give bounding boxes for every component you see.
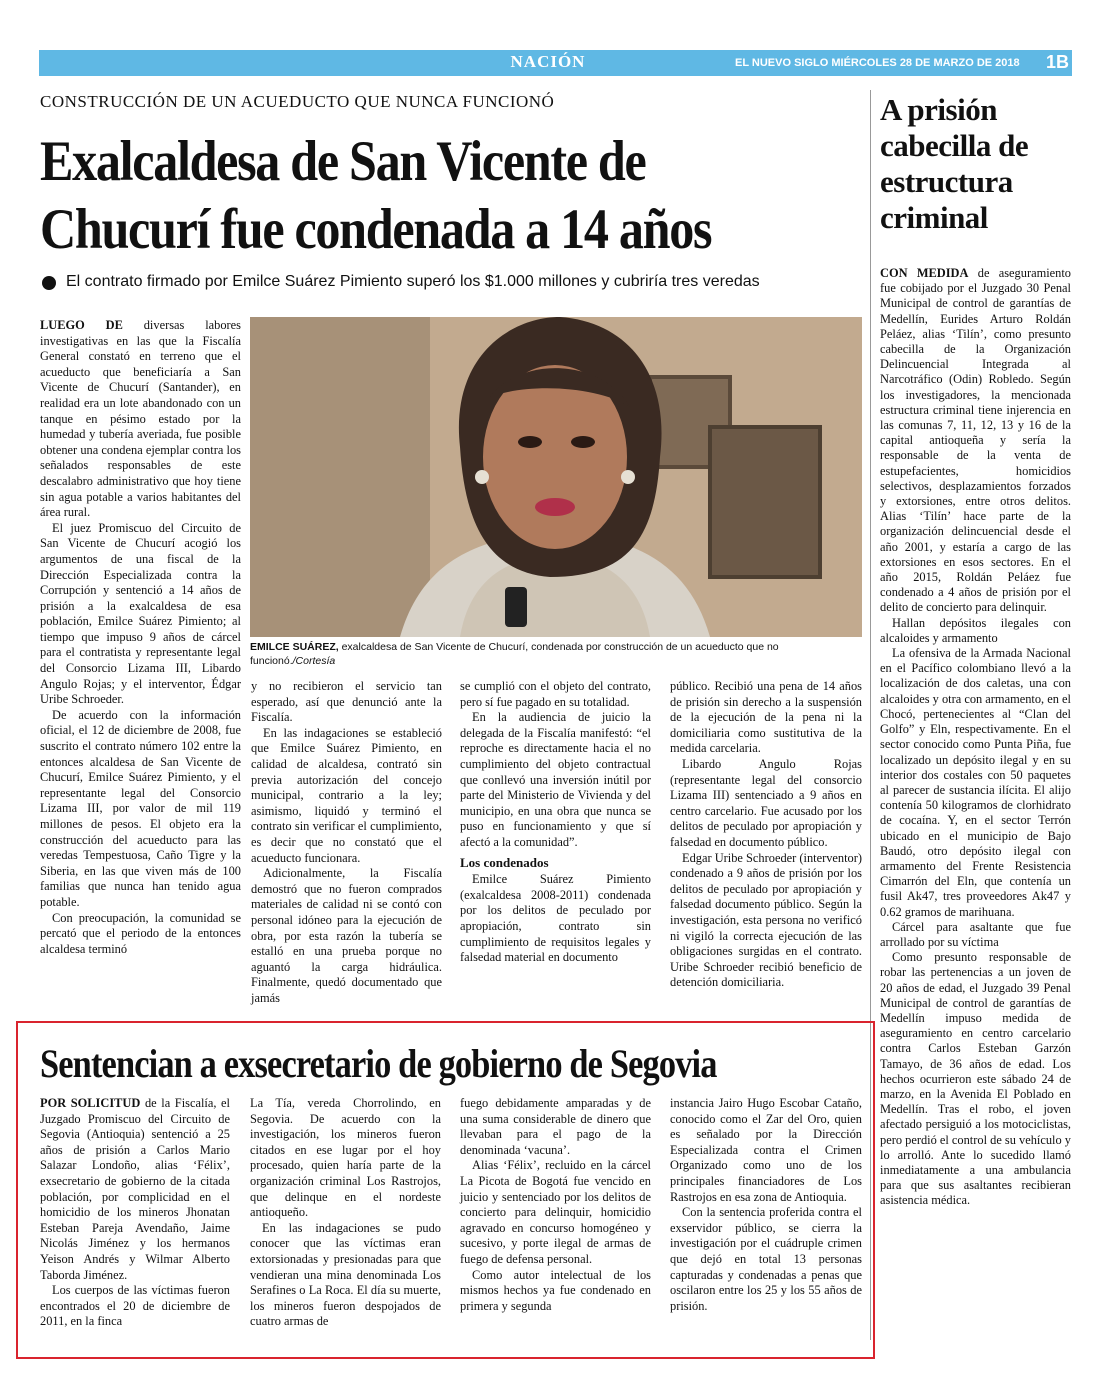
second-column-2 [250,1096,441,1330]
paragraph: En las indagaciones se estableció que Emilce Suárez Pimiento, en calidad de alcaldesa, contrató sin previa autorización del concejo municipal, contrario a la ley; asimismo, liquidó y terminó el contrato sin verificar el cumplimiento, es decir que no constató que el acueducto funcionara. [251,725,442,865]
paragraph: fuego debidamente amparadas y de una suma considerable de dinero que llevaban para el pago de la denominada ‘vacuna’. [460,1096,651,1157]
paragraph: La Tía, vereda Chorrolindo, en Segovia. De acuerdo con la investigación, los mineros fueron citados en ese lugar por el hoy procesado, quien haría parte de la organización criminal Los Rastrojos, que delinque en el nordeste antioqueño. [250,1096,441,1220]
brief-title: Hallan depósitos ilegales con alcaloides y armamento [880,615,1071,645]
paragraph-text: diversas labores investigativas en las que la Fiscalía General constató en terreno que el acueducto que beneficiaría a San Vicente de Chucurí (Santander), en realidad era un lote abandonado con un tanque en pésimo estado por la humedad y tubería averiada, fue posible obtener una condena ejemplar contra los señalados responsables de este descalabro administrativo que hoy tiene sin agua potable a varios habitantes del área rural. [40,318,241,520]
headline-line-1: Exalcaldesa de San Vicente de [40,130,646,193]
paragraph-text: de aseguramiento fue cobijado por el Juzgado 30 Penal Municipal de control de garantías de Medellín, Eurides Arturo Roldán Peláez, alias ‘Tilín’, como presunto cabecilla de la Organización Delincuencial Integrada al Narcotráfico (Odin) Robledo. Según los investigadores, la mencionada estructura criminal tiene injerencia en las comunas 7, 11, 12, 13 y 16 de la capital antioqueña y sería la responsable de la venta de estupefacientes, homicidios selectivos, desplazamientos forzados y extorsiones, entre otros delitos. Alias ‘Tilín’ hace parte de la organización delincuencial desde el año 2001, y estaría a cargo de las extorsiones en esos sectores. En el año 2015, Roldán Peláez fue condenado a 4 años de prisión por el delito de concierto para delinquir. [880,266,1071,615]
article-kicker: CONSTRUCCIÓN DE UN ACUEDUCTO QUE NUNCA FUNCIONÓ [40,92,555,111]
paragraph: Los cuerpos de las víctimas fueron encontrados el 20 de diciembre de 2011, en la finca [40,1283,230,1329]
paragraph: De acuerdo con la información oficial, el 12 de diciembre de 2008, fue suscrito el contrato número 102 entre la entonces alcaldesa de San Vicente de Chucurí, Emilce Suárez Pimiento, y el representante legal del Consorcio Lizama III, por valor de mil 119 millones de pesos. El objeto era la construcción del acueducto para las veredas Tempestuosa, Caño Tigre y la Siberia, en las que viven más de 100 familias que nunca han tenido agua potable. [40,707,241,909]
paragraph: Libardo Angulo Rojas (representante legal del consorcio Lizama III) sentenciado a 9 años en centro carcelario. Fue acusado por los delitos de peculado por apropiación y falsedad en documento público. [670,756,862,849]
paragraph: Edgar Uribe Schroeder (interventor) condenado a 9 años de prisión por los delitos de peculado por apropiación y falsedad documento público. Según la investigación, esta persona no verificó ni vigiló la correcta ejecución de las obligaciones surgidas en el contrato. Uribe Schroeder recibió beneficio de detención domiciliaria. [670,850,862,990]
paragraph: Como presunto responsable de robar las pertenencias a un joven de 20 años de edad, el Juzgado 39 Penal Municipal de control de garantías de Medellín impuso medida de aseguramiento en centro carcelario contra Carlos Esteban Garzón Tamayo, de 36 años de edad. Los hechos ocurrieron este sábado 24 de marzo, en la Avenida El Poblado en Medellín. Tras el robo, el joven afectado persiguió a los motociclistas, pero perdió el control de su vehículo y lo arrolló. Ante lo sucedido llamó inmediatamente a una ambulancia para que sus asaltantes recibieran asistencia médica. [880,950,1071,1208]
caption-text: exalcaldesa de San Vicente de Chucurí, condenada por construcción de un acueducto que no funcionó. [250,641,779,667]
lead-in: POR SOLICITUD [40,1096,141,1110]
sidebar-headline: A prisión cabecilla de estructura criminal [880,92,1029,235]
paragraph: y no recibieron el servicio tan esperado, así que denunció ante la Fiscalía. [251,679,442,725]
paragraph [40,1096,230,1283]
section-name: NACIÓN [510,52,586,71]
paragraph: público. Recibió una pena de 14 años de prisión sin derecho a la suspensión de la ejecución de la pena ni la domiciliaria como sustitutiva de la medida carcelaria. [670,679,862,756]
photo-caption [250,640,862,668]
paragraph: Con la sentencia proferida contra el exservidor público, se cierra la investigación por el cuádruple crimen que dejó en total 13 personas capturadas y condenadas a penas que oscilaron entre los 25 y los 55 años de prisión. [670,1205,862,1313]
paragraph: Emilce Suárez Pimiento (exalcaldesa 2008-2011) condenada por los delitos de peculado por apropiación, contrato sin cumplimiento de requisitos legales y falsedad material en documento [460,872,651,965]
paragraph: Como autor intelectual de los mismos hechos ya fue condenado en primera y segunda [460,1267,651,1313]
article-deck: El contrato firmado por Emilce Suárez Pimiento superó los $1.000 millones y cubriría tres veredas [66,273,760,290]
lead-in: CON MEDIDA [880,266,969,280]
brief-title: Cárcel para asaltante que fue arrollado por su víctima [880,919,1071,949]
article-column-1 [40,318,241,957]
subheading: Los condenados [460,854,549,870]
article-column-3 [460,679,651,966]
sidebar-column [880,266,1071,1209]
paragraph: En las indagaciones se pudo conocer que las víctimas eran extorsionadas y presionadas para que vendieran una mina denominada Los Serafines o La Roca. El día su muerte, los mineros fueron despojados de cuatro armas de [250,1220,441,1329]
article-column-4 [670,679,862,991]
paragraph [880,266,1071,616]
article-headline [40,128,762,264]
portrait-illustration [250,317,862,637]
page-number: 1B [1046,52,1070,72]
caption-credit: /Cortesía [292,655,336,667]
caption-name: EMILCE SUÁREZ, [250,641,339,653]
paragraph: El juez Promiscuo del Circuito de San Vicente de Chucurí acogió los argumentos de una fiscal de la Dirección Especializada contra la Corrupción y sentenció a 14 años de prisión a la exalcaldesa de esa población, Emilce Suárez Pimiento; al tiempo que impuso 9 años de cárcel para el contratista y representante legal del Consorcio Lizama III, Libardo Angulo Rojas; y el interventor, Édgar Uribe Schroeder. [40,520,241,707]
second-column-4 [670,1096,862,1314]
second-column-1 [40,1096,230,1330]
paragraph: se cumplió con el objeto del contrato, pero sí fue pagado en su totalidad. [460,679,651,709]
paragraph: Adicionalmente, la Fiscalía demostró que no fueron comprados materiales de calidad ni se contó con personal idóneo para la ejecución de obra, por esta razón la tubería se estalló en una prueba porque no aguantó la carga hidráulica. Finalmente, quedó documentado que jamás [251,866,442,1005]
paragraph: instancia Jairo Hugo Escobar Cataño, conocido como el Zar del Oro, quien es señalado por la Dirección Especializada contra el Crimen Organizado como uno de los principales financiadores de Los Rastrojos en esa zona de Antioquia. [670,1096,862,1204]
masthead-date: EL NUEVO SIGLO MIÉRCOLES 28 DE MARZO DE 2018 [735,57,1020,69]
paragraph: Con preocupación, la comunidad se percató que el periodo de la entonces alcaldesa terminó [40,910,241,956]
bullet-icon [42,276,56,290]
article-photo [250,317,862,637]
paragraph: En la audiencia de juicio la delegada de la Fiscalía manifestó: “el reproche es directamente hacia el no cumplimiento del objeto contractual que conllevó una inversión inútil por parte del Ministerio de Vivienda y del municipio, en una obra que nunca se puso en funcionamiento y que sí afectó a la comunidad”. [460,710,651,849]
paragraph [40,318,241,521]
paragraph-text: de la Fiscalía, el Juzgado Promiscuo del Circuito de Segovia (Antioquia) sentenció a 25 años de prisión a Carlos Mario Salazar Londoño, alias ‘Félix’, exsecretario de gobierno de la citada población, por complicidad en el homicidio de los mineros Jhonatan Esteban Pareja Avendaño, Jaime Nicolás Jiménez y los hermanos Yeison Andrés y Wilmar Alberto Taborda Jiménez. [40,1096,230,1282]
second-article-headline: Sentencian a exsecretario de gobierno de Segovia [40,1041,717,1086]
lead-in: LUEGO DE [40,318,123,332]
paragraph: Alias ‘Félix’, recluido en la cárcel La Picota de Bogotá fue vencido en juicio y sentenciado por los delitos de concierto para delinquir, homicidio agravado en concurso homogéneo y sucesivo, y porte ilegal de armas de fuego de defensa personal. [460,1158,651,1266]
paragraph: La ofensiva de la Armada Nacional en el Pacífico colombiano llevó a la localización de dos caletas, una con alcaloides y otra con armamento, en el Chocó, pertenecientes al “Clan del Golfo” y Eln, respectivamente. En el sector conocido como Punta Piña, fue localizado un depósito ilegal y en su interior dos costales con 50 paquetes al parecer de sustancia ilícita. El alijo contenía 50 kilogramos de clorhidrato de cocaína. Y, en el sector Terrón ubicado en el municipio de Bajo Baudó, otro depósito ilegal con armamento del Frente Resistencia Cimarrón del Eln, que contenía un fusil Ak47, tres proveedores Ak47 y 0.62 gramos de marihuana. [880,646,1071,919]
second-column-3 [460,1096,651,1314]
article-column-2 [251,679,442,1006]
headline-line-2: Chucurí fue condenada a 14 años [40,198,712,261]
